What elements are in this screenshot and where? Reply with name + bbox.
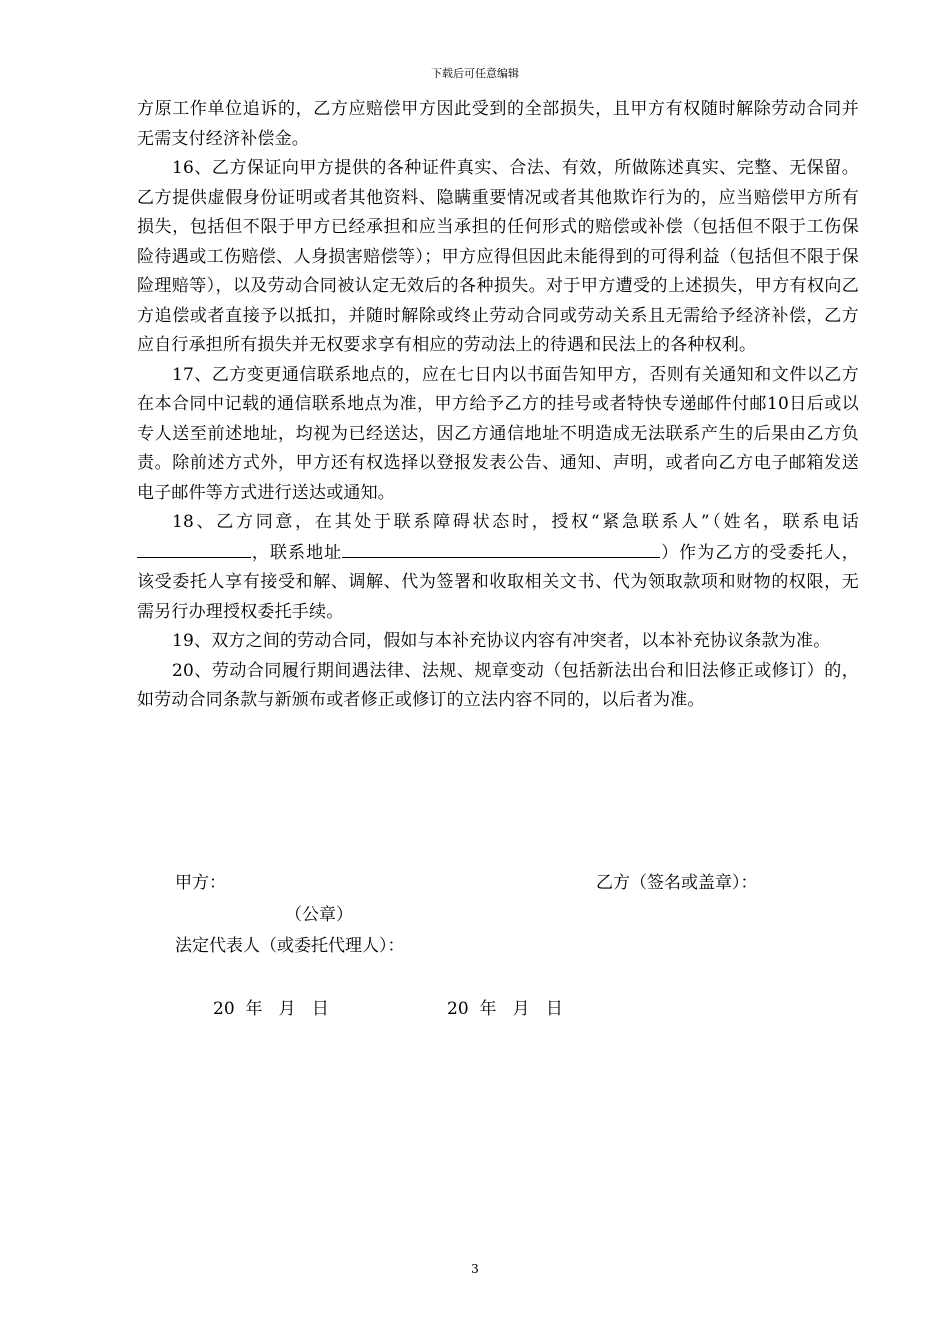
date-party-b: 20 年 月 日 [447,999,563,1019]
paragraph-18 [137,508,859,627]
paragraph-20: 20、劳动合同履行期间遇法律、法规、规章变动（包括新法出台和旧法修正或修订）的，如劳动合同条款与新颁布或者修正或修订的立法内容不同的，以后者为准。 [137,660,859,710]
party-b-label: 乙方（签名或盖章）： [596,873,758,893]
phone-blank[interactable] [137,538,251,558]
paragraph-16: 16、乙方保证向甲方提供的各种证件真实、合法、有效，所做陈述真实、完整、无保留。乙方提供虚假身份证明或者其他资料、隐瞒重要情况或者其他欺诈行为的，应当赔偿甲方所有损失，包括但不限于甲方已经承担和应当承担的任何形式的赔偿或补偿（包括但不限于工伤保险待遇或工伤赔偿、人身损害赔偿等）；甲方应得但因此未能得到的可得利益（包括但不限于保险理赔等），以及劳动合同被认定无效后的各种损失。对于甲方遭受的上述损失，甲方有权向乙方追偿或者直接予以抵扣，并随时解除或终止劳动合同或劳动关系且无需给予经济补偿，乙方应自行承担所有损失并无权要求享有相应的劳动法上的待遇和民法上的各种权利。 [137,158,859,355]
date-party-a: 20 年 月 日 [213,999,329,1019]
contract-body [137,95,859,716]
seal-label: （公章） [285,905,353,925]
paragraph-18-text-1: 18、乙方同意，在其处于联系障碍状态时，授权“紧急联系人”（姓名，联系电话 [172,512,859,532]
paragraph-17: 17、乙方变更通信联系地点的，应在七日内以书面告知甲方，否则有关通知和文件以乙方在本合同中记载的通信联系地点为准，甲方给予乙方的挂号或者特快专递邮件付邮10日后或以专人送至前述地址，均视为已经送达，因乙方通信地址不明造成无法联系产生的后果由乙方负责。除前述方式外，甲方还有权选择以登报发表公告、通知、声明，或者向乙方电子邮箱发送电子邮件等方式进行送达或通知。 [137,364,859,503]
address-blank[interactable] [342,538,660,558]
paragraph-18-text-2: ，联系地址 [251,542,343,563]
paragraph-18-text-3: ）作为乙方的受委托人，该受委托人享有接受和解、调解、代为签署和收取相关文书、代为领取款项和财物的权限，无需另行办理授权委托手续。 [137,542,860,622]
header-note: 下载后可任意编辑 [431,67,519,80]
paragraph-continued: 方原工作单位追诉的，乙方应赔偿甲方因此受到的全部损失，且甲方有权随时解除劳动合同并无需支付经济补偿金。 [137,99,859,149]
page-number: 3 [471,1262,479,1276]
party-a-label: 甲方： [175,873,226,893]
paragraph-19: 19、双方之间的劳动合同，假如与本补充协议内容有冲突者，以本补充协议条款为准。 [172,631,831,651]
legal-rep-label: 法定代表人（或委托代理人）： [175,936,405,956]
